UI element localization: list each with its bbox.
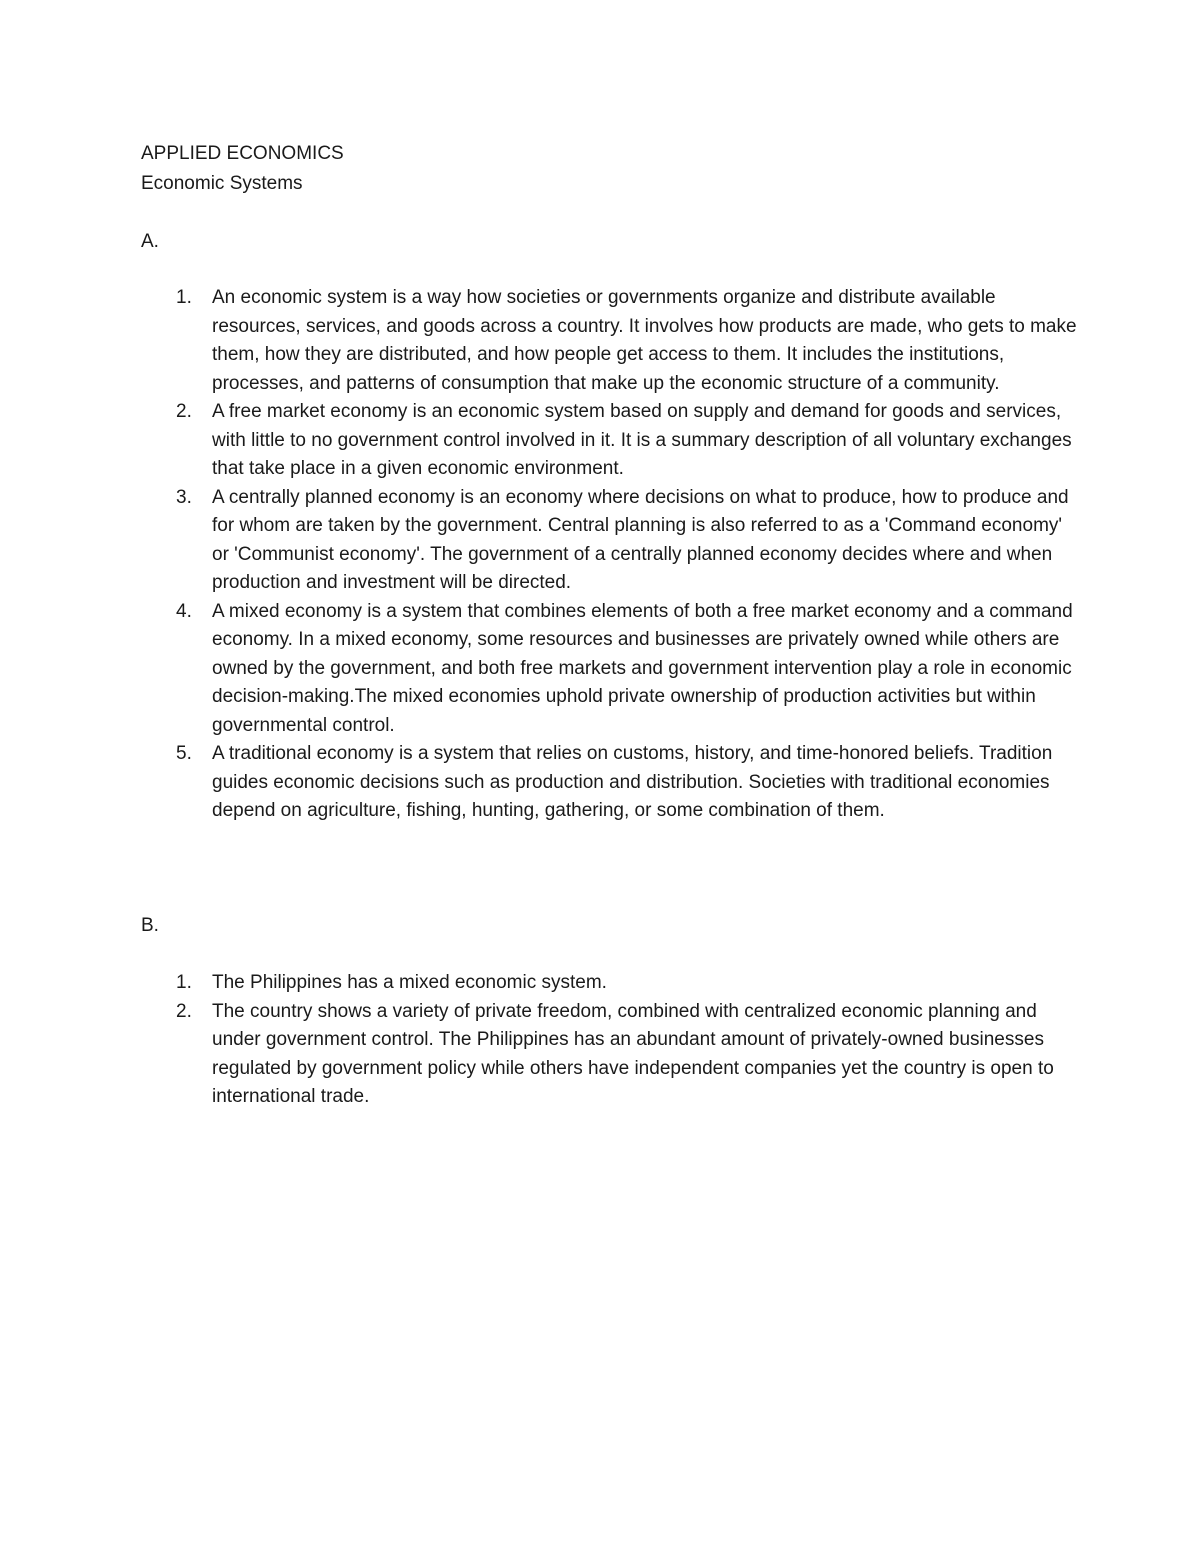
list-item (141, 284, 1081, 398)
list-item-text: A traditional economy is a system that relies on customs, history, and time-honored beliefs. Tradition guides economic decisions such as production and distribution. Societies with traditional economies depend on agriculture, fishing, hunting, gathering, or some combination of them. (212, 743, 1053, 821)
document-subtitle: Economic Systems (141, 173, 303, 194)
section-a-list (141, 284, 1081, 826)
list-item-text: A free market economy is an economic system based on supply and demand for goods and services, with little to no government control involved in it. It is a summary description of all voluntary exchanges that take place in a given economic environment. (212, 401, 1072, 479)
list-item (141, 969, 1081, 998)
list-item-number: 2. (176, 401, 192, 422)
list-item (141, 484, 1081, 598)
list-item-number: 5. (176, 743, 192, 764)
list-item-number: 4. (176, 600, 192, 622)
list-item-text: The Philippines has a mixed economic system. (212, 972, 607, 993)
list-item-text: The country shows a variety of private freedom, combined with centralized economic planning and under government control. The Philippines has an abundant amount of privately-owned businesses regulated by government policy while others have independent companies yet the country is open to international trade. (212, 1000, 1054, 1107)
list-item-number: 2. (176, 1000, 192, 1022)
list-item-number: 1. (176, 287, 192, 308)
list-item (141, 998, 1081, 1112)
list-item (141, 740, 1081, 826)
list-item-text: An economic system is a way how societies or governments organize and distribute available resources, services, and goods across a country. It involves how products are made, who gets to make them, how they are distributed, and how people get access to them. It includes the institutions, processes, and patterns of consumption that make up the economic structure of a community. (212, 287, 1077, 394)
list-item-text: A centrally planned economy is an economy where decisions on what to produce, how to produce and for whom are taken by the government. Central planning is also referred to as a 'Command economy' or 'Communist economy'. The government of a centrally planned economy decides where and when production and investment will be directed. (212, 486, 1069, 593)
section-b-list (141, 969, 1081, 1112)
document-title: APPLIED ECONOMICS (141, 143, 344, 164)
list-item-number: 3. (176, 486, 192, 508)
section-a-label: A. (141, 231, 159, 252)
section-b-label: B. (141, 915, 159, 936)
list-item-text: A mixed economy is a system that combines elements of both a free market economy and a command economy. In a mixed economy, some resources and businesses are privately owned while others are owned by the government, and both free markets and government intervention play a role in economic decision-making.The mixed economies uphold private ownership of production activities but within governmental control. (212, 600, 1073, 736)
list-item-number: 1. (176, 972, 192, 993)
list-item (141, 598, 1081, 741)
list-item (141, 398, 1081, 484)
